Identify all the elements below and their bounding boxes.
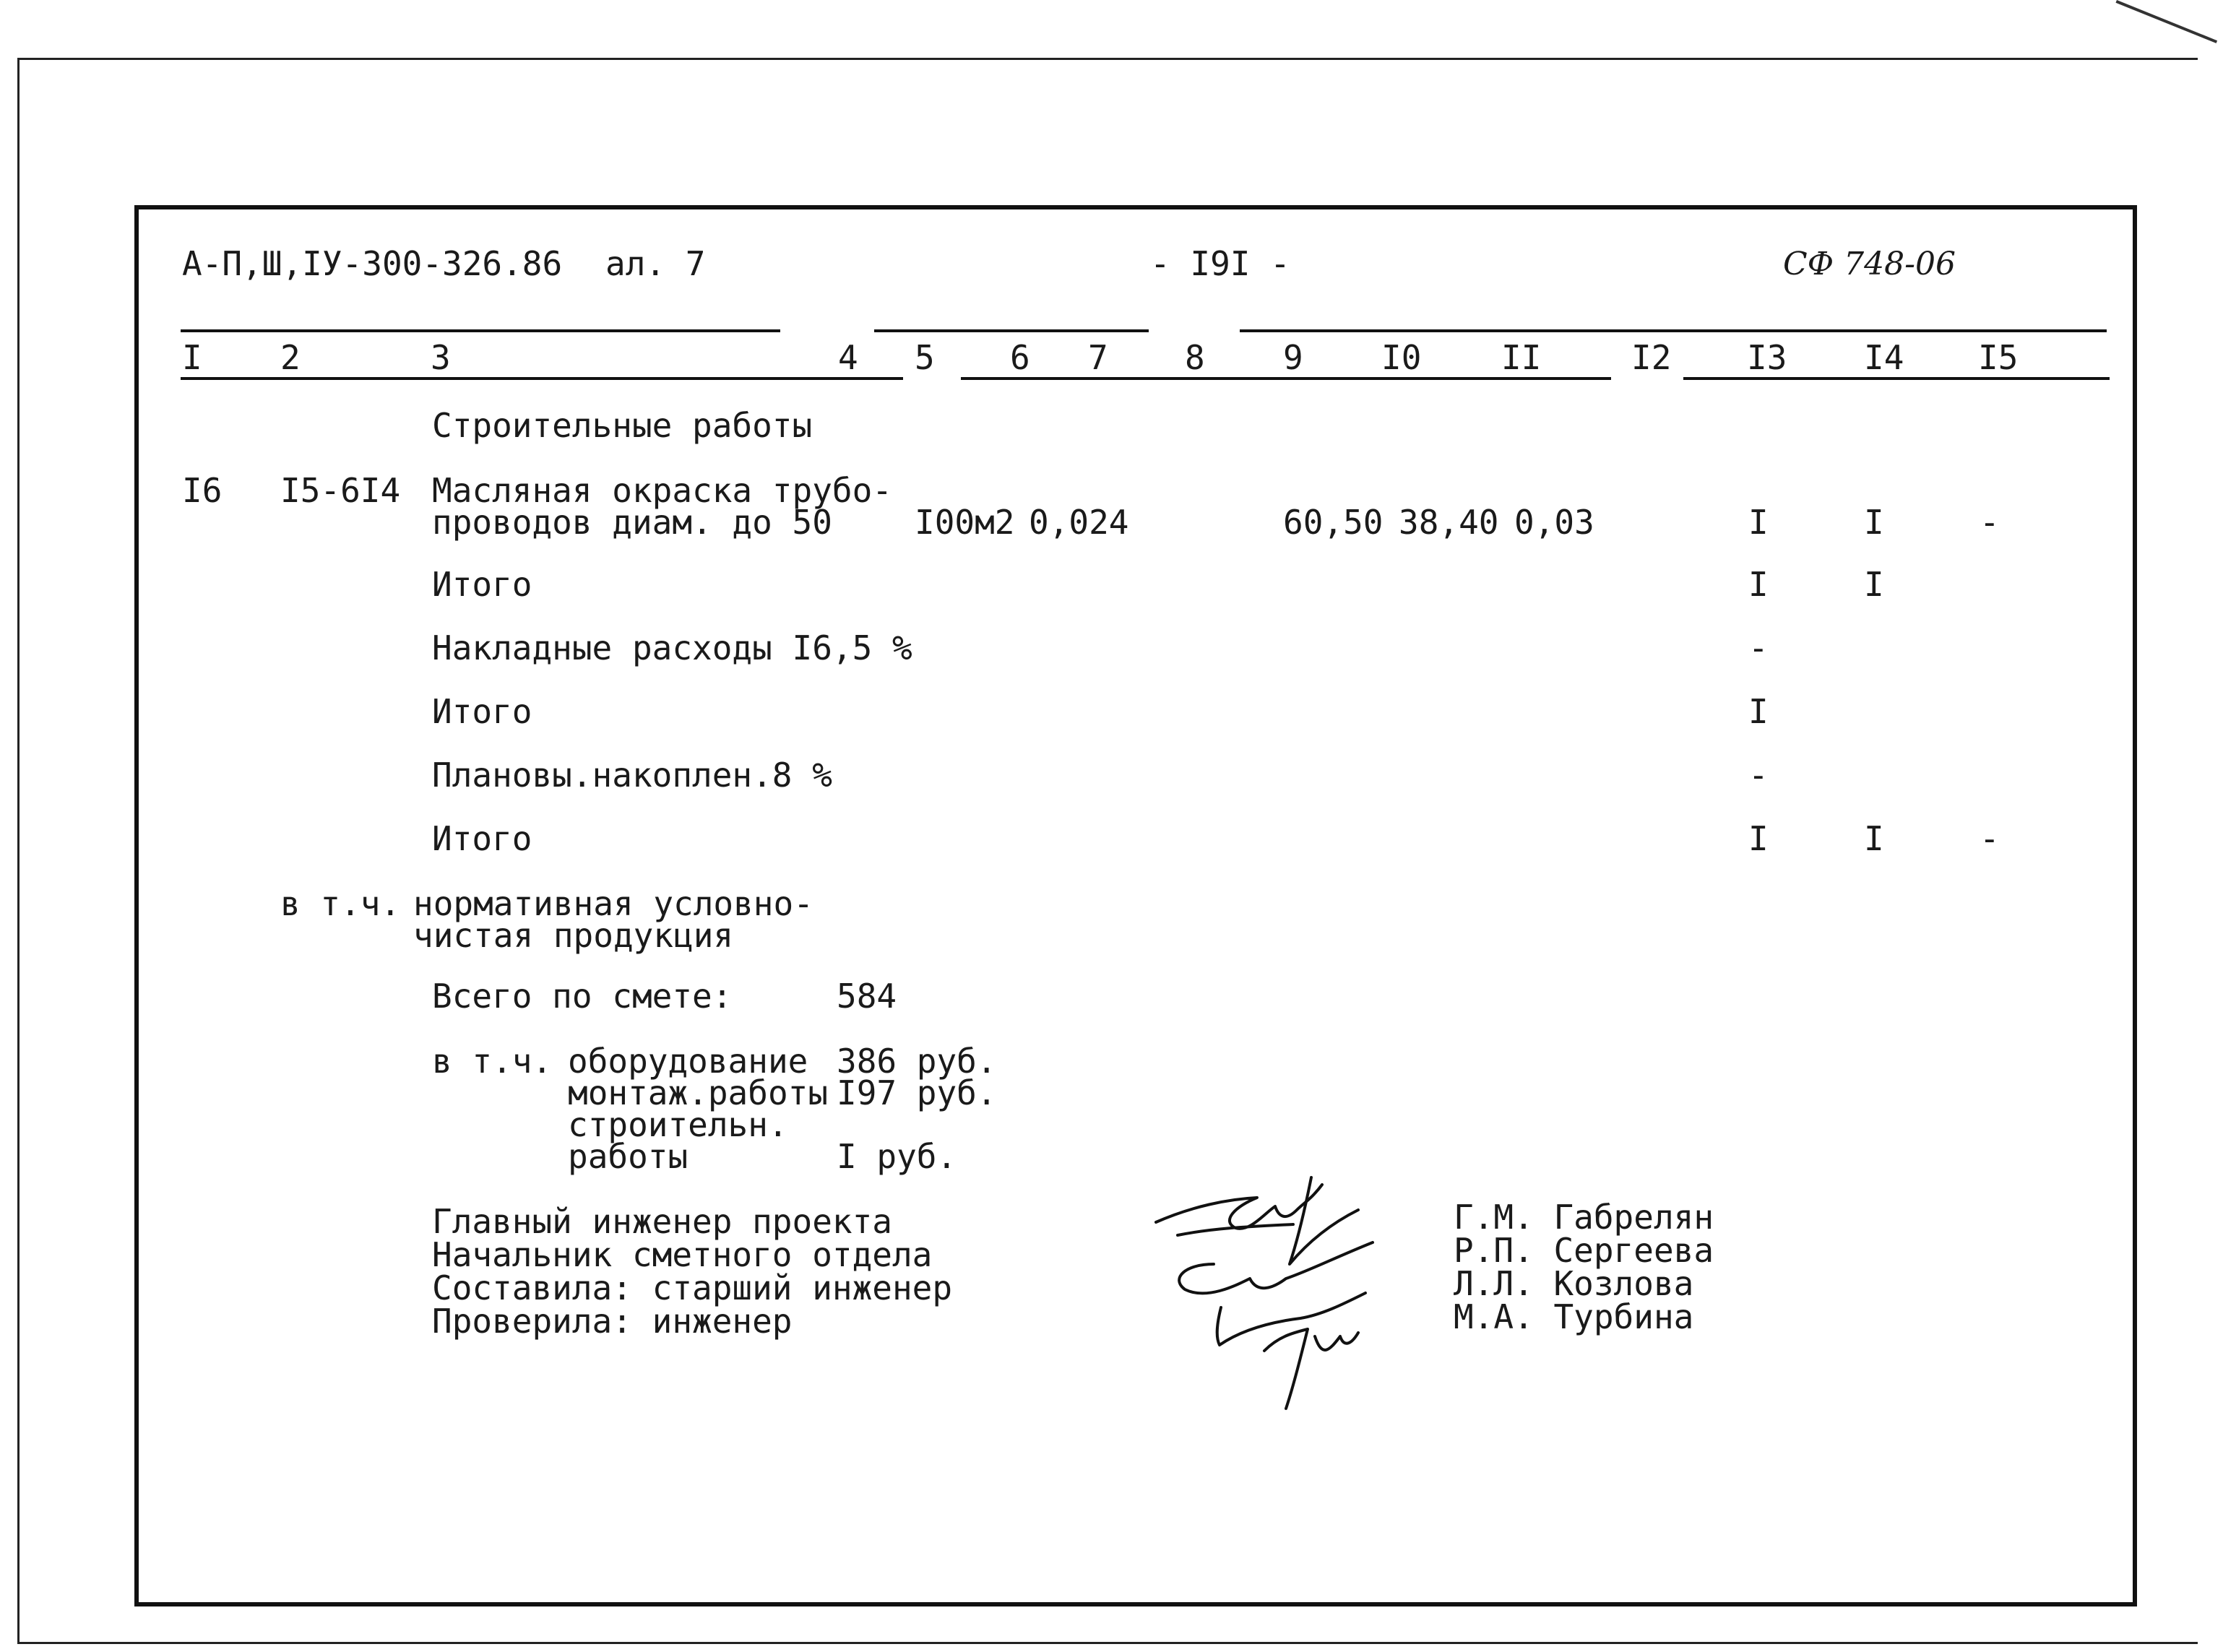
- summary-col13: I: [1748, 565, 1769, 604]
- summary-label: Итого: [432, 565, 532, 604]
- signatory-name: Г.М. Габрелян: [1454, 1198, 1714, 1237]
- install-value: I97 руб.: [837, 1073, 997, 1112]
- item-code: I5-6I4: [280, 471, 401, 510]
- normative-prefix: в т.ч.: [280, 884, 401, 923]
- signature-stroke: [1156, 1185, 1322, 1229]
- summary-col13: -: [1748, 756, 1769, 795]
- column-number: I3: [1747, 338, 1787, 377]
- header-rule-bottom: [961, 377, 1611, 380]
- item-name-line2: проводов диам. до 50: [432, 503, 832, 542]
- summary-col13: I: [1748, 819, 1769, 858]
- item-col15: -: [1980, 503, 2000, 542]
- summary-label: Итого: [432, 692, 532, 731]
- signatory-name: Л.Л. Козлова: [1454, 1264, 1694, 1303]
- summary-col13: I: [1748, 692, 1769, 731]
- section-title: Строительные работы: [432, 406, 813, 445]
- total-value: 584: [837, 977, 897, 1016]
- construction-value: I руб.: [837, 1137, 957, 1176]
- column-number: 8: [1185, 338, 1205, 377]
- column-number: 4: [838, 338, 858, 377]
- column-number: 7: [1088, 338, 1108, 377]
- item-col10: 38,40: [1399, 503, 1499, 542]
- summary-col13: -: [1748, 628, 1769, 667]
- document-code: А-П,Ш,IУ-300-326.86: [182, 244, 563, 283]
- signature-stroke: [1178, 1224, 1293, 1235]
- column-number: II: [1501, 338, 1542, 377]
- signature-stroke: [1179, 1242, 1373, 1293]
- normative-line2: чистая продукция: [413, 916, 734, 955]
- construction-label-line1: строительн.: [568, 1105, 788, 1144]
- column-number: I2: [1631, 338, 1672, 377]
- column-number: I0: [1381, 338, 1422, 377]
- header-rule-bottom: [181, 377, 903, 380]
- column-number: I4: [1864, 338, 1904, 377]
- summary-col14: I: [1864, 565, 1884, 604]
- signatory-role: Начальник сметного отдела: [432, 1235, 933, 1274]
- summary-label: Итого: [432, 819, 532, 858]
- item-quantity: 0,024: [1029, 503, 1129, 542]
- column-number: 9: [1283, 338, 1303, 377]
- corner-mark: [2116, 0, 2218, 43]
- header-rule-top: [874, 329, 1149, 332]
- install-label: монтаж.работы: [568, 1073, 829, 1112]
- signatory-name: Р.П. Сергеева: [1454, 1231, 1714, 1270]
- column-number: 6: [1010, 338, 1030, 377]
- item-number: I6: [182, 471, 223, 510]
- header-rule-bottom: [1683, 377, 2110, 380]
- signature-stroke: [1217, 1293, 1365, 1345]
- item-col14: I: [1864, 503, 1884, 542]
- signature-stroke: [1315, 1333, 1358, 1350]
- normative-line1: нормативная условно-: [413, 884, 813, 923]
- summary-label: Накладные расходы I6,5 %: [432, 628, 912, 667]
- signature-stroke: [1264, 1329, 1308, 1409]
- page-number: - I9I -: [1150, 244, 1290, 283]
- column-number: I: [182, 338, 202, 377]
- total-label: Всего по смете:: [432, 977, 733, 1016]
- construction-label-line2: работы: [568, 1137, 689, 1176]
- breakdown-prefix: в т.ч.: [432, 1042, 553, 1081]
- column-number: I5: [1978, 338, 2019, 377]
- summary-col14: I: [1864, 819, 1884, 858]
- item-col9: 60,50: [1283, 503, 1384, 542]
- item-unit: I00м2: [915, 503, 1015, 542]
- sheet-number: ал. 7: [605, 244, 706, 283]
- header-rule-top: [181, 329, 780, 332]
- signatory-role: Составила: старший инженер: [432, 1268, 953, 1307]
- signatory-name: М.А. Турбина: [1454, 1297, 1694, 1336]
- item-col13: I: [1748, 503, 1769, 542]
- summary-label: Плановы.накоплен.8 %: [432, 756, 832, 795]
- column-number: 3: [431, 338, 451, 377]
- handwritten-signatures: [1149, 1156, 1452, 1416]
- signatory-role: Главный инженер проекта: [432, 1202, 892, 1241]
- item-name-line1: Масляная окраска трубо-: [432, 471, 892, 510]
- signatory-role: Проверила: инженер: [432, 1302, 793, 1341]
- column-number: 2: [280, 338, 301, 377]
- summary-col15: -: [1980, 819, 2000, 858]
- item-col11: 0,03: [1514, 503, 1594, 542]
- equipment-value: 386 руб.: [837, 1042, 997, 1081]
- equipment-label: оборудование: [568, 1042, 808, 1081]
- header-rule-top: [1240, 329, 2107, 332]
- archive-stamp: СФ 748-06: [1783, 246, 1956, 282]
- column-number: 5: [915, 338, 935, 377]
- signature-stroke: [1290, 1177, 1358, 1264]
